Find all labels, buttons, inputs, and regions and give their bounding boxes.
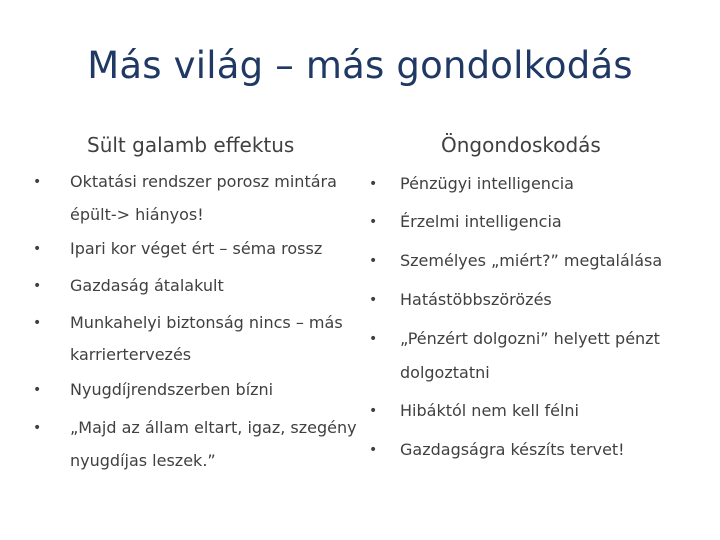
left-bullet-4: Munkahelyi biztonság nincs – más — [70, 313, 343, 332]
right-bullet-marker: • — [369, 442, 378, 458]
left-heading: Sült galamb effektus — [87, 133, 295, 157]
right-bullet-marker: • — [369, 253, 378, 269]
right-bullet-5: „Pénzért dolgozni” helyett pénzt — [400, 329, 660, 348]
left-bullet-marker: • — [33, 174, 42, 190]
right-bullet-1: Pénzügyi intelligencia — [400, 174, 574, 193]
slide-title: Más világ – más gondolkodás — [87, 44, 633, 87]
right-bullet-7: Gazdagságra készíts tervet! — [400, 440, 625, 459]
left-bullet-1: Oktatási rendszer porosz mintára — [70, 172, 337, 191]
right-heading: Öngondoskodás — [441, 133, 601, 157]
right-bullet-6: Hibáktól nem kell félni — [400, 401, 579, 420]
left-bullet-2: Ipari kor véget ért – séma rossz — [70, 239, 323, 258]
right-bullet-marker: • — [369, 214, 378, 230]
left-bullet-marker: • — [33, 315, 42, 331]
left-bullet-6-continuation: nyugdíjas leszek.” — [70, 451, 216, 470]
right-bullet-4: Hatástöbbszörözés — [400, 290, 552, 309]
right-bullet-marker: • — [369, 331, 378, 347]
right-bullet-marker: • — [369, 292, 378, 308]
left-bullet-4-continuation: karriertervezés — [70, 345, 192, 364]
left-bullet-6: „Majd az állam eltart, igaz, szegény — [70, 418, 357, 437]
right-bullet-2: Érzelmi intelligencia — [400, 212, 562, 231]
right-bullet-marker: • — [369, 176, 378, 192]
left-bullet-marker: • — [33, 241, 42, 257]
right-bullet-marker: • — [369, 403, 378, 419]
left-bullet-marker: • — [33, 382, 42, 398]
right-bullet-5-continuation: dolgoztatni — [400, 363, 490, 382]
left-bullet-3: Gazdaság átalakult — [70, 276, 224, 295]
left-bullet-1-continuation: épült-> hiányos! — [70, 205, 204, 224]
right-bullet-3: Személyes „miért?” megtalálása — [400, 251, 663, 270]
left-bullet-marker: • — [33, 420, 42, 436]
left-bullet-5: Nyugdíjrendszerben bízni — [70, 380, 274, 399]
left-bullet-marker: • — [33, 278, 42, 294]
